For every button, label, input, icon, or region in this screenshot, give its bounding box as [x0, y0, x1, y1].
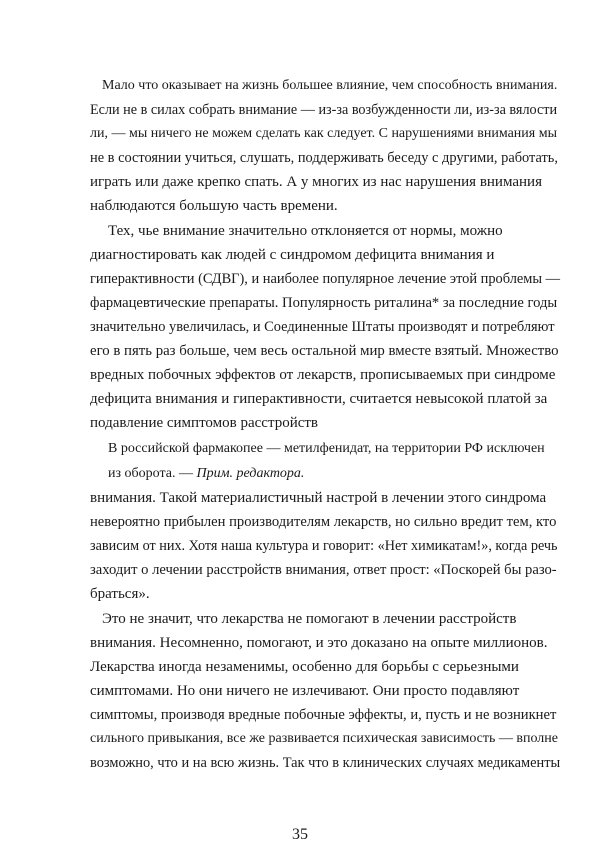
text-line: невероятно прибылен производителям лекарств, но сильно вредит тем, кто [90, 514, 557, 530]
footnote-line: В российской фармакопее — метилфенидат, на территории РФ исключен [108, 441, 545, 456]
footnote-text: из оборота. — [108, 466, 197, 481]
text-line: вредных побочных эффектов от лекарств, прописываемых при синдроме [90, 367, 556, 383]
text-line: значительно увеличилась, и Соединенные Штаты производят и потребляют [90, 319, 555, 335]
text-line: не в состоянии учиться, слушать, поддерживать беседу с другими, работать, [90, 150, 558, 166]
text-line: подавление симптомов расстройств [90, 415, 319, 431]
text-line: симптомами. Но они ничего не излечивают. Они просто подавляют [90, 683, 520, 699]
text-line: зависим от них. Хотя наша культура и говорит: «Нет химикатам!», когда речь [90, 538, 558, 554]
editor-note: Прим. редактора. [196, 466, 305, 481]
text-line: Если не в силах собрать внимание — из-за возбужденности ли, из-за вялости [90, 102, 558, 118]
text-line: сильного привыкания, все же развивается психическая зависимость — вполне [90, 731, 559, 746]
text-line: внимания. Такой материалистичный настрой в лечении этого синдрома [90, 490, 547, 506]
page-number: 35 [292, 826, 308, 843]
text-line: Мало что оказывает на жизнь большее влияние, чем способность внимания. [102, 78, 558, 93]
text-line: внимания. Несомненно, помогают, и это доказано на опыте миллионов. [90, 635, 548, 651]
text-line: играть или даже крепко спать. А у многих из нас нарушения внимания [90, 174, 542, 190]
text-line: ли, — мы ничего не можем сделать как следует. С нарушениями внимания мы [90, 126, 557, 141]
text-line: Это не значит, что лекарства не помогают в лечении расстройств [102, 611, 517, 627]
text-line: возможно, что и на всю жизнь. Так что в клинических случаях медикаменты [90, 755, 561, 771]
text-line: его в пять раз больше, чем весь остальной мир вместе взятый. Множество [90, 343, 559, 359]
text-line: наблюдаются большую часть времени. [90, 198, 338, 214]
footnote-line [108, 465, 304, 483]
text-line: заходит о лечении расстройств внимания, ответ прост: «Поскорей бы разо- [90, 562, 557, 578]
text-line: диагностировать как людей с синдромом дефицита внимания и [90, 247, 495, 263]
text-line: дефицита внимания и гиперактивности, считается невысокой платой за [90, 391, 548, 407]
text-line: Тех, чье внимание значительно отклоняется от нормы, можно [108, 223, 503, 239]
text-line: фармацевтические препараты. Популярность риталина* за последние годы [90, 295, 558, 311]
text-line: Лекарства иногда незаменимы, особенно для борьбы с серьезными [90, 659, 519, 675]
text-line: симптомы, производя вредные побочные эффекты, и, пусть и не возникнет [90, 707, 557, 723]
text-line: браться». [90, 586, 150, 602]
text-line: гиперактивности (СДВГ), и наиболее популярное лечение этой проблемы — [90, 271, 561, 287]
